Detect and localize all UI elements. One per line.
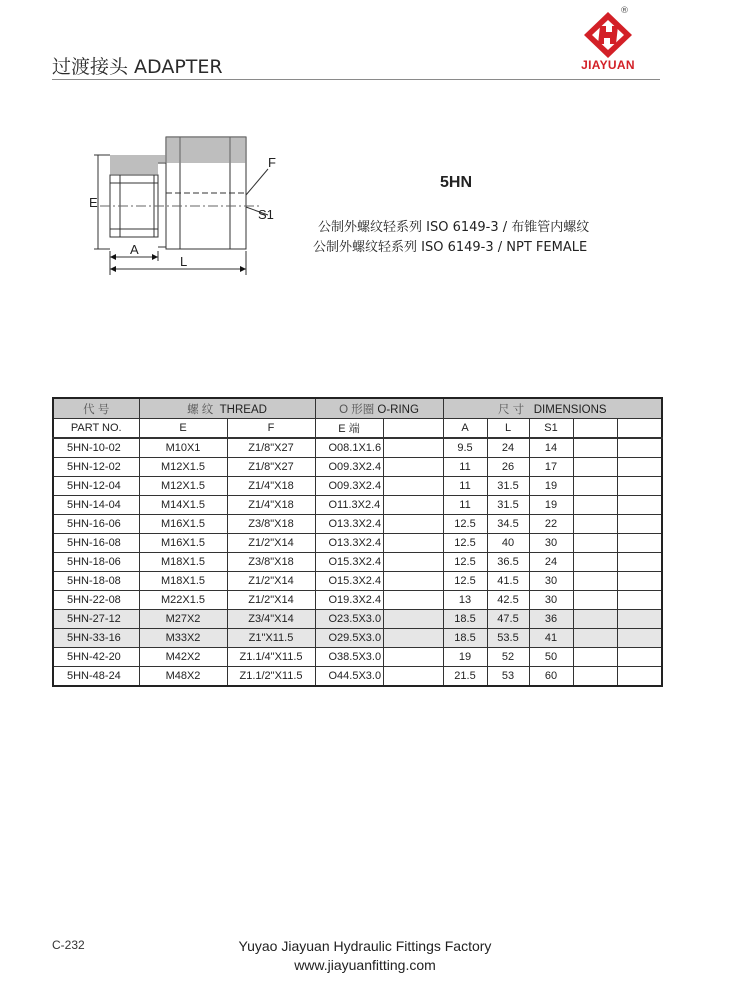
cell-blank — [617, 667, 662, 687]
logo-diamond — [584, 12, 632, 58]
cell-blank — [617, 610, 662, 629]
cell-blank — [573, 553, 617, 572]
cell-part-no: 5HN-18-08 — [53, 572, 139, 591]
cell-oring: O13.3X2.4 — [315, 515, 383, 534]
cell-blank — [617, 591, 662, 610]
cell-dim-s1: 14 — [529, 438, 573, 458]
cell-thread-f: Z1/2"X14 — [227, 534, 315, 553]
cell-dim-l: 31.5 — [487, 496, 529, 515]
part-group-header: 代 号 — [53, 398, 139, 419]
col-f: F — [227, 419, 315, 439]
cell-thread-e: M42X2 — [139, 648, 227, 667]
table-row — [53, 534, 662, 553]
cell-dim-s1: 30 — [529, 591, 573, 610]
cell-blank — [617, 629, 662, 648]
cell-dim-l: 52 — [487, 648, 529, 667]
col-e-end: E 端 — [315, 419, 383, 439]
cell-thread-f: Z1/8"X27 — [227, 458, 315, 477]
cell-part-no: 5HN-48-24 — [53, 667, 139, 687]
table-row — [53, 591, 662, 610]
table-row — [53, 648, 662, 667]
cell-dim-l: 41.5 — [487, 572, 529, 591]
dim-label-e: E — [89, 195, 98, 210]
spec-table — [52, 397, 663, 687]
cell-dim-a: 18.5 — [443, 610, 487, 629]
cell-thread-f: Z1.1/2"X11.5 — [227, 667, 315, 687]
cell-dim-s1: 30 — [529, 534, 573, 553]
cell-blank — [573, 667, 617, 687]
cell-blank — [617, 496, 662, 515]
cell-oring: O08.1X1.6 — [315, 438, 383, 458]
cell-blank — [617, 477, 662, 496]
cell-oring: O23.5X3.0 — [315, 610, 383, 629]
cell-dim-l: 31.5 — [487, 477, 529, 496]
cell-thread-f: Z1"X11.5 — [227, 629, 315, 648]
cell-thread-f: Z1.1/4"X11.5 — [227, 648, 315, 667]
cell-part-no: 5HN-12-02 — [53, 458, 139, 477]
dim-label-a: A — [130, 242, 139, 257]
cell-oring: O44.5X3.0 — [315, 667, 383, 687]
oring-group-header: O 形圈 O-RING — [315, 398, 443, 419]
page-number: C-232 — [52, 938, 85, 952]
cell-part-no: 5HN-16-06 — [53, 515, 139, 534]
cell-thread-e: M33X2 — [139, 629, 227, 648]
cell-thread-f: Z1/8"X27 — [227, 438, 315, 458]
table-row — [53, 438, 662, 458]
table-row — [53, 629, 662, 648]
cell-part-no: 5HN-27-12 — [53, 610, 139, 629]
cell-blank — [383, 629, 443, 648]
cell-dim-s1: 60 — [529, 667, 573, 687]
cell-dim-a: 11 — [443, 496, 487, 515]
registered-mark: ® — [620, 6, 629, 16]
cell-thread-e: M27X2 — [139, 610, 227, 629]
cell-dim-s1: 19 — [529, 477, 573, 496]
cell-thread-e: M16X1.5 — [139, 534, 227, 553]
cell-dim-l: 40 — [487, 534, 529, 553]
cell-dim-a: 12.5 — [443, 572, 487, 591]
cell-blank — [383, 477, 443, 496]
table-column-header — [53, 419, 662, 439]
table-row — [53, 458, 662, 477]
cell-blank — [573, 477, 617, 496]
cell-oring: O19.3X2.4 — [315, 591, 383, 610]
cell-dim-a: 12.5 — [443, 553, 487, 572]
cell-blank — [383, 648, 443, 667]
cell-thread-e: M12X1.5 — [139, 477, 227, 496]
cell-blank — [573, 496, 617, 515]
cell-part-no: 5HN-14-04 — [53, 496, 139, 515]
cell-part-no: 5HN-16-08 — [53, 534, 139, 553]
cell-blank — [383, 591, 443, 610]
cell-dim-a: 19 — [443, 648, 487, 667]
cell-thread-f: Z1/4"X18 — [227, 477, 315, 496]
cell-dim-l: 36.5 — [487, 553, 529, 572]
cell-blank — [573, 572, 617, 591]
cell-blank — [617, 648, 662, 667]
cell-dim-l: 53 — [487, 667, 529, 687]
cell-dim-a: 18.5 — [443, 629, 487, 648]
cell-dim-s1: 24 — [529, 553, 573, 572]
cell-dim-s1: 19 — [529, 496, 573, 515]
cell-blank — [383, 438, 443, 458]
table-body — [53, 438, 662, 686]
cell-thread-e: M22X1.5 — [139, 591, 227, 610]
cell-dim-l: 42.5 — [487, 591, 529, 610]
thread-group-header: 螺 纹 THREAD — [139, 398, 315, 419]
cell-blank — [617, 438, 662, 458]
cell-blank — [617, 458, 662, 477]
cell-blank — [573, 515, 617, 534]
cell-blank — [383, 515, 443, 534]
cell-part-no: 5HN-10-02 — [53, 438, 139, 458]
col-blank-2 — [573, 419, 617, 439]
cell-blank — [383, 610, 443, 629]
cell-blank — [383, 496, 443, 515]
cell-thread-f: Z1/2"X14 — [227, 591, 315, 610]
website-link[interactable]: www.jiayuanfitting.com — [294, 957, 436, 973]
cell-blank — [573, 629, 617, 648]
table-row — [53, 667, 662, 687]
cell-blank — [383, 458, 443, 477]
cell-thread-e: M18X1.5 — [139, 553, 227, 572]
col-a: A — [443, 419, 487, 439]
cell-oring: O15.3X2.4 — [315, 553, 383, 572]
cell-dim-a: 13 — [443, 591, 487, 610]
cell-blank — [383, 572, 443, 591]
cell-thread-f: Z1/4"X18 — [227, 496, 315, 515]
cell-dim-s1: 50 — [529, 648, 573, 667]
cell-oring: O15.3X2.4 — [315, 572, 383, 591]
dim-label-s1: S1 — [258, 207, 274, 222]
cell-blank — [573, 648, 617, 667]
header-rule — [52, 79, 660, 80]
cell-blank — [383, 667, 443, 687]
cell-oring: O11.3X2.4 — [315, 496, 383, 515]
col-blank-3 — [617, 419, 662, 439]
dim-label-l: L — [180, 254, 188, 269]
cell-thread-f: Z3/4"X14 — [227, 610, 315, 629]
cell-blank — [573, 438, 617, 458]
cell-dim-s1: 41 — [529, 629, 573, 648]
cell-thread-f: Z1/2"X14 — [227, 572, 315, 591]
cell-oring: O29.5X3.0 — [315, 629, 383, 648]
col-l: L — [487, 419, 529, 439]
table-row — [53, 572, 662, 591]
cell-blank — [383, 534, 443, 553]
cell-dim-a: 21.5 — [443, 667, 487, 687]
cell-thread-f: Z3/8"X18 — [227, 515, 315, 534]
cell-dim-l: 53.5 — [487, 629, 529, 648]
cell-thread-f: Z3/8"X18 — [227, 553, 315, 572]
cell-dim-s1: 30 — [529, 572, 573, 591]
table-row — [53, 477, 662, 496]
cell-dim-l: 24 — [487, 438, 529, 458]
dims-group-header: 尺 寸 DIMENSIONS — [443, 398, 662, 419]
fitting-drawing — [80, 135, 300, 275]
cell-thread-e: M14X1.5 — [139, 496, 227, 515]
cell-dim-s1: 36 — [529, 610, 573, 629]
model-name: 5HN — [440, 174, 473, 191]
col-s1: S1 — [529, 419, 573, 439]
company-name: Yuyao Jiayuan Hydraulic Fittings Factory — [238, 938, 492, 954]
cell-part-no: 5HN-33-16 — [53, 629, 139, 648]
cell-dim-a: 11 — [443, 458, 487, 477]
cell-dim-l: 34.5 — [487, 515, 529, 534]
cell-dim-a: 11 — [443, 477, 487, 496]
col-part: PART NO. — [53, 419, 139, 439]
description-line-1: 公制外螺纹轻系列 ISO 6149-3 / 布锥管内螺纹 — [318, 220, 590, 235]
cell-blank — [617, 553, 662, 572]
cell-dim-s1: 22 — [529, 515, 573, 534]
cell-dim-a: 12.5 — [443, 515, 487, 534]
dim-label-f: F — [268, 155, 276, 170]
page-title: 过渡接头 ADAPTER — [52, 56, 223, 78]
cell-dim-a: 9.5 — [443, 438, 487, 458]
cell-thread-e: M12X1.5 — [139, 458, 227, 477]
description-line-2: 公制外螺纹轻系列 ISO 6149-3 / NPT FEMALE — [313, 240, 588, 255]
cell-dim-l: 26 — [487, 458, 529, 477]
table-row — [53, 553, 662, 572]
cell-oring: O09.3X2.4 — [315, 477, 383, 496]
col-blank-1 — [383, 419, 443, 439]
cell-blank — [617, 572, 662, 591]
table-row — [53, 496, 662, 515]
cell-blank — [383, 553, 443, 572]
cell-part-no: 5HN-18-06 — [53, 553, 139, 572]
cell-dim-l: 47.5 — [487, 610, 529, 629]
col-e: E — [139, 419, 227, 439]
cell-part-no: 5HN-42-20 — [53, 648, 139, 667]
cell-oring: O13.3X2.4 — [315, 534, 383, 553]
cell-thread-e: M16X1.5 — [139, 515, 227, 534]
cell-blank — [573, 534, 617, 553]
table-row — [53, 610, 662, 629]
cell-thread-e: M10X1 — [139, 438, 227, 458]
cell-blank — [617, 515, 662, 534]
cell-thread-e: M18X1.5 — [139, 572, 227, 591]
cell-part-no: 5HN-12-04 — [53, 477, 139, 496]
cell-blank — [573, 610, 617, 629]
table-row — [53, 515, 662, 534]
cell-oring: O09.3X2.4 — [315, 458, 383, 477]
table-group-header — [53, 398, 662, 419]
cell-thread-e: M48X2 — [139, 667, 227, 687]
cell-oring: O38.5X3.0 — [315, 648, 383, 667]
cell-part-no: 5HN-22-08 — [53, 591, 139, 610]
cell-blank — [573, 591, 617, 610]
cell-dim-s1: 17 — [529, 458, 573, 477]
cell-dim-a: 12.5 — [443, 534, 487, 553]
brand-name: JIAYUAN — [581, 58, 635, 72]
cell-blank — [573, 458, 617, 477]
cell-blank — [617, 534, 662, 553]
